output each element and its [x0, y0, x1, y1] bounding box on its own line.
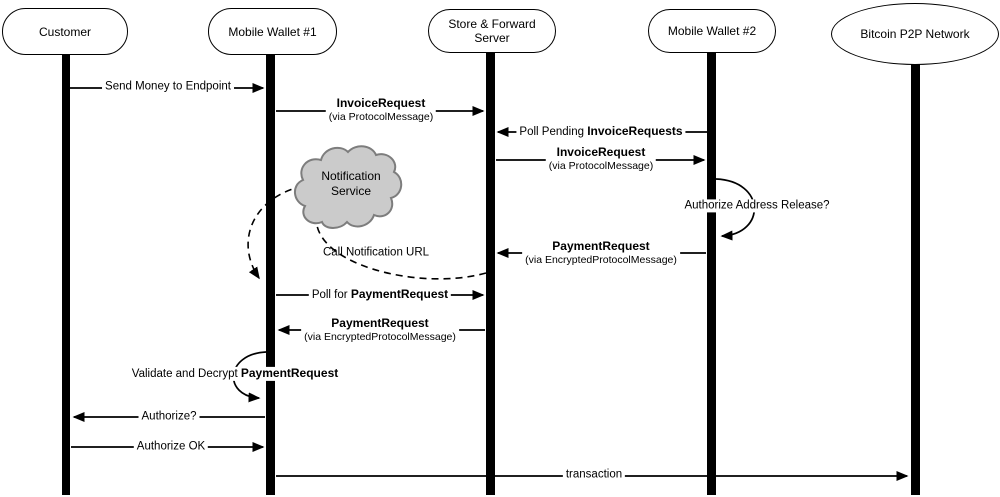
message-label-payment-request-to-server	[522, 240, 680, 266]
actor-bitcoin-p2p-network	[831, 3, 999, 65]
message-prefix: Poll Pending	[519, 125, 588, 138]
message-label-send-money: Send Money to Endpoint	[102, 80, 234, 93]
message-bold: PaymentRequest	[350, 286, 449, 301]
message-bold: PaymentRequest	[240, 365, 339, 380]
actor-mobile-wallet-2-label: Mobile Wallet #2	[667, 24, 757, 38]
message-label-invoice-request-to-server	[326, 97, 436, 123]
message-label-poll-for-payment	[309, 288, 451, 302]
lifeline-bitcoin-p2p-network	[911, 64, 920, 495]
message-name: InvoiceRequest	[336, 96, 426, 111]
cloud-label-line1: Notification	[321, 169, 381, 183]
message-via: (via ProtocolMessage)	[548, 159, 654, 172]
actor-store-forward-server-label: Store & Forward Server	[448, 17, 536, 45]
actor-mobile-wallet-1-label: Mobile Wallet #1	[228, 24, 317, 39]
message-label-transaction: transaction	[563, 468, 625, 481]
notification-service-cloud-label	[321, 169, 380, 199]
message-label-authorize-ok: Authorize OK	[134, 440, 208, 453]
message-prefix: Validate and Decrypt	[131, 367, 241, 380]
message-label-payment-request-to-wallet1	[301, 317, 459, 343]
message-label-poll-pending	[516, 125, 685, 139]
lifeline-customer	[62, 54, 70, 495]
actor-customer	[2, 8, 128, 55]
message-name: InvoiceRequest	[556, 145, 646, 160]
actor-store-forward-server	[428, 9, 556, 53]
message-label-authorize-question: Authorize?	[139, 410, 200, 423]
message-label-validate-decrypt	[129, 367, 341, 381]
message-name: PaymentRequest	[552, 239, 650, 254]
actor-mobile-wallet-1	[208, 8, 337, 55]
message-name: PaymentRequest	[331, 316, 429, 331]
lifeline-mobile-wallet-2	[707, 51, 716, 495]
message-via: (via EncryptedProtocolMessage)	[304, 330, 456, 343]
message-bold: InvoiceRequests	[587, 123, 683, 138]
actor-customer-label: Customer	[38, 24, 91, 39]
message-via: (via EncryptedProtocolMessage)	[525, 253, 677, 266]
cloud-label-line2: Service	[330, 184, 371, 198]
actor-mobile-wallet-2	[648, 9, 776, 53]
message-prefix: Poll for	[311, 288, 351, 301]
message-via: (via ProtocolMessage)	[328, 110, 434, 123]
lifeline-mobile-wallet-1	[266, 54, 275, 495]
actor-bitcoin-p2p-network-label: Bitcoin P2P Network	[860, 27, 970, 41]
message-label-call-notification-url: Call Notification URL	[322, 246, 430, 259]
arrow-notify-wallet1	[248, 186, 303, 278]
message-label-authorize-release: Authorize Address Release?	[681, 199, 832, 212]
lifeline-store-forward-server	[486, 51, 495, 495]
message-label-invoice-request-to-wallet2	[546, 146, 656, 172]
